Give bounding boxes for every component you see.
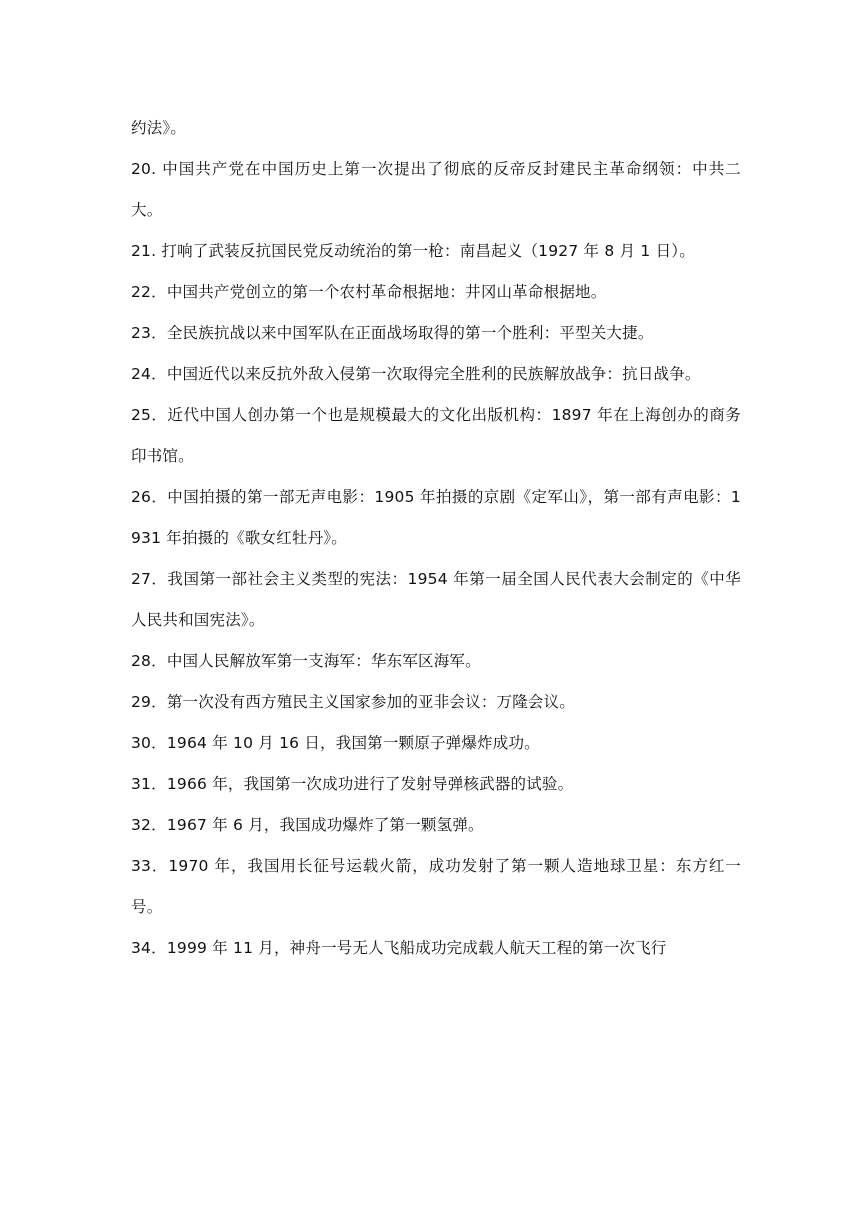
paragraph-item-20: 20. 中国共产党在中国历史上第一次提出了彻底的反帝反封建民主革命纲领：中共二大。: [131, 160, 741, 219]
paragraph-item-32: 32．1967 年 6 月，我国成功爆炸了第一颗氢弹。: [131, 816, 484, 834]
document-body: [131, 108, 741, 969]
paragraph-item-28: 28．中国人民解放军第一支海军：华东军区海军。: [131, 652, 481, 670]
paragraph-item-31: 31．1966 年，我国第一次成功进行了发射导弹核武器的试验。: [131, 775, 574, 793]
paragraph-item-24: 24．中国近代以来反抗外敌入侵第一次取得完全胜利的民族解放战争：抗日战争。: [131, 365, 701, 383]
paragraph-item-29: 29．第一次没有西方殖民主义国家参加的亚非会议：万隆会议。: [131, 693, 576, 711]
paragraph-item-23: 23．全民族抗战以来中国军队在正面战场取得的第一个胜利：平型关大捷。: [131, 324, 654, 342]
paragraph-item-26: 26．中国拍摄的第一部无声电影：1905 年拍摄的京剧《定军山》，第一部有声电影：1931 年拍摄的《歌女红牡丹》。: [131, 488, 741, 547]
paragraph-item-27: 27．我国第一部社会主义类型的宪法：1954 年第一届全国人民代表大会制定的《中华人民共和国宪法》。: [131, 570, 741, 629]
paragraph-item-30: 30．1964 年 10 月 16 日，我国第一颗原子弹爆炸成功。: [131, 734, 540, 752]
paragraph-item-22: 22．中国共产党创立的第一个农村革命根据地：井冈山革命根据地。: [131, 283, 607, 301]
paragraph-item-33: 33．1970 年，我国用长征号运载火箭，成功发射了第一颗人造地球卫星：东方红一号。: [131, 857, 741, 916]
paragraph-item-21: 21. 打响了武装反抗国民党反动统治的第一枪：南昌起义（1927 年 8 月 1 日）。: [131, 242, 695, 260]
paragraph-item-25: 25．近代中国人创办第一个也是规模最大的文化出版机构：1897 年在上海创办的商务印书馆。: [131, 406, 741, 465]
paragraph-item-34: 34．1999 年 11 月，神舟一号无人飞船成功完成载人航天工程的第一次飞行: [131, 939, 667, 957]
paragraph-continuation: 约法》。: [131, 119, 187, 137]
